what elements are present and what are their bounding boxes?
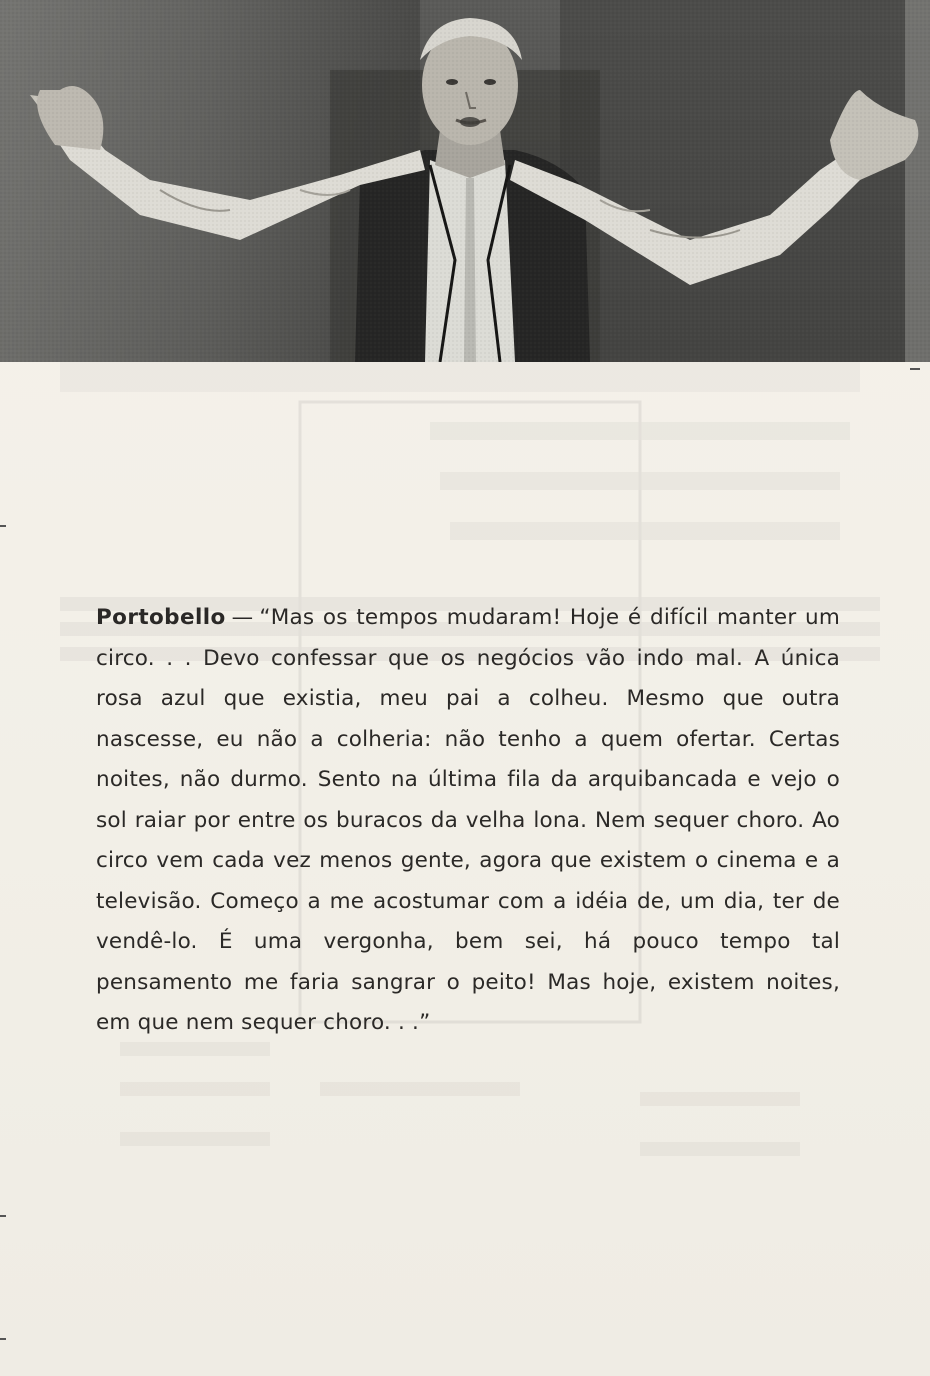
- quotation-paragraph: [96, 598, 840, 1044]
- page-edge-mark: [0, 1338, 6, 1340]
- quotation-text: “Mas os tempos mudaram! Hoje é difícil manter um circo. . . Devo confessar que os negócios vão indo mal. A única rosa azul que existia, meu pai a colheu. Mesmo que outra nascesse, eu não a colheria: não tenho a quem ofertar. Certas noites, não durmo. Sento na última fila da arquibancada e vejo o sol raiar por entre os buracos da velha lona. Nem sequer choro. Ao circo vem cada vez menos gente, agora que existem o cinema e a televisão. Começo a me acostumar com a idéia de, um dia, ter de vendê-lo. É uma vergonha, bem sei, há pouco tempo tal pensamento me faria sangrar o peito! Mas hoje, existem noites, em que nem sequer choro. . .”: [96, 605, 840, 1035]
- page-edge-mark: [0, 1215, 6, 1217]
- em-dash: —: [231, 605, 254, 630]
- speaker-name: Portobello: [96, 605, 226, 630]
- performer-photo: [0, 0, 930, 362]
- man-arms-outstretched-photo-icon: [0, 0, 930, 362]
- page-edge-mark: [0, 525, 6, 527]
- page-edge-mark: [910, 368, 920, 370]
